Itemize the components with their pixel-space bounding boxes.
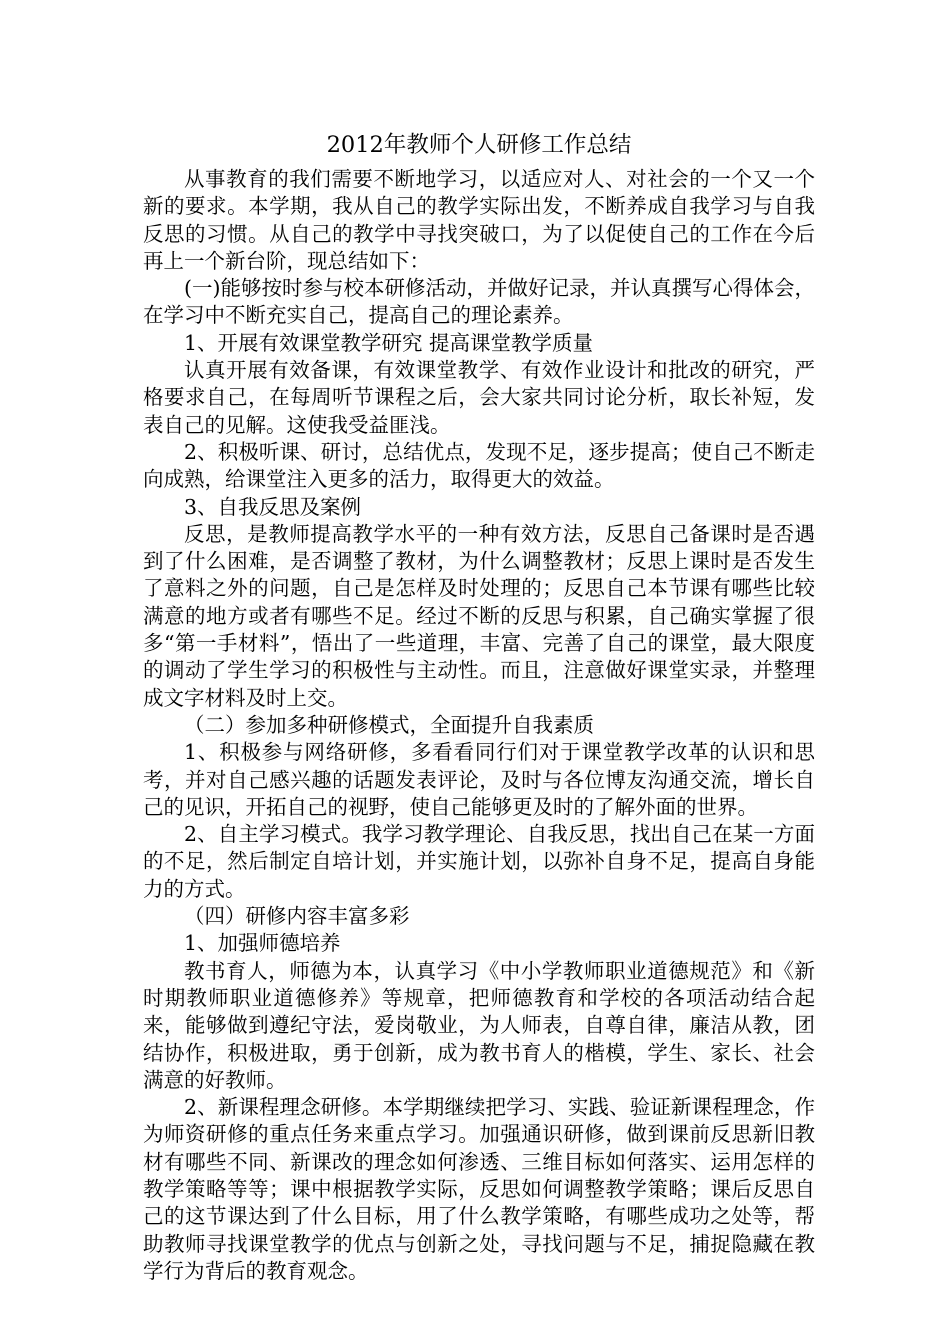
subheading-self-reflection: 3、自我反思及案例 [184, 494, 362, 519]
section-one-paragraph: (一)能够按时参与校本研修活动，并做好记录，并认真撰写心得体会，在学习中不断充实自己，提高自己的理论素养。 [143, 276, 815, 328]
effective-teaching-paragraph: 认真开展有效备课，有效课堂教学、有效作业设计和批改的研究，严格要求自己，在每周听节课程之后，会大家共同讨论分析，取长补短，发表自己的见解。这使我受益匪浅。 [143, 358, 815, 437]
online-study-paragraph: 1、积极参与网络研修，多看看同行们对于课堂教学改革的认识和思考，并对自己感兴趣的话题发表评论，及时与各位博友沟通交流，增长自己的见识，开拓自己的视野，使自己能够更及时的了解外面的世界。 [143, 740, 815, 819]
reflection-paragraph: 反思，是教师提高教学水平的一种有效方法，反思自己备课时是否遇到了什么困难，是否调整了教材，为什么调整教材；反思上课时是否发生了意料之外的问题，自己是怎样及时处理的；反思自己本节课有哪些比较满意的地方或者有哪些不足。经过不断的反思与积累，自己确实掌握了很多“第一手材料”，悟出了一些道理，丰富、完善了自己的课堂，最大限度的调动了学生学习的积极性与主动性。而且，注意做好课堂实录，并整理成文字材料及时上交。 [143, 521, 815, 710]
intro-paragraph: 从事教育的我们需要不断地学习，以适应对人、对社会的一个又一个新的要求。本学期，我从自己的教学实际出发，不断养成自我学习与自我反思的习惯。从自己的教学中寻找突破口，为了以促使自己的工作在今后再上一个新台阶，现总结如下： [143, 167, 815, 273]
document-title: 2012年教师个人研修工作总结 [326, 132, 632, 158]
document-body [143, 130, 815, 1285]
self-study-paragraph: 2、自主学习模式。我学习教学理论、自我反思，找出自己在某一方面的不足，然后制定自培计划，并实施计划，以弥补自身不足，提高自身能力的方式。 [143, 822, 815, 901]
subheading-effective-teaching: 1、开展有效课堂教学研究 提高课堂教学质量 [184, 330, 594, 355]
section-two-heading: （二）参加多种研修模式，全面提升自我素质 [184, 712, 594, 737]
section-four-heading: （四）研修内容丰富多彩 [184, 904, 410, 929]
listen-discuss-paragraph: 2、积极听课、研讨，总结优点，发现不足，逐步提高；使自己不断走向成熟，给课堂注入更多的活力，取得更大的效益。 [143, 439, 815, 492]
curriculum-paragraph: 2、新课程理念研修。本学期继续把学习、实践、验证新课程理念，作为师资研修的重点任务来重点学习。加强通识研修，做到课前反思新旧教材有哪些不同、新课改的理念如何渗透、三维目标如何落实、运用怎样的教学策略等等；课中根据教学实际，反思如何调整教学策略；课后反思自己的这节课达到了什么目标，用了什么教学策略，有哪些成功之处等，帮助教师寻找课堂教学的优点与创新之处，寻找问题与不足，捕捉隐藏在教学行为背后的教育观念。 [143, 1095, 815, 1283]
subheading-ethics: 1、加强师德培养 [184, 931, 341, 956]
ethics-paragraph: 教书育人，师德为本，认真学习《中小学教师职业道德规范》和《新时期教师职业道德修养》等规章，把师德教育和学校的各项活动结合起来，能够做到遵纪守法，爱岗敬业，为人师表，自尊自律，廉洁从教，团结协作，积极进取，勇于创新，成为教书育人的楷模，学生、家长、社会满意的好教师。 [143, 958, 815, 1092]
